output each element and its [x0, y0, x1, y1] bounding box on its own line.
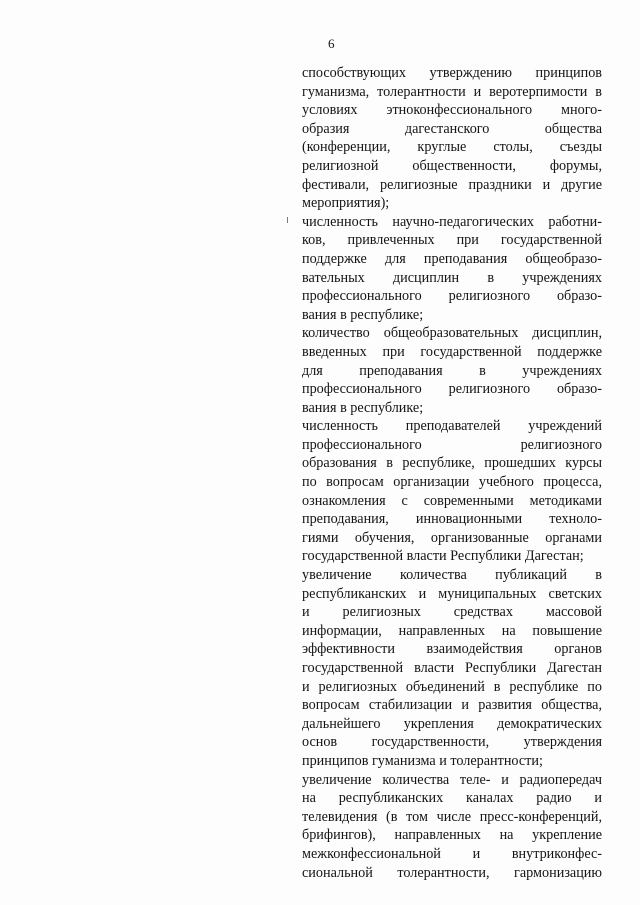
text-line: вательных дисциплин в учреждениях	[302, 269, 602, 286]
page-number: 6	[328, 36, 335, 51]
text-line: увеличение количества теле- и радиопередач	[302, 771, 602, 788]
text-line: основ государственности, утверждения	[302, 734, 602, 751]
text-line: вопросам стабилизации и развития общества,	[302, 697, 602, 714]
text-line: по вопросам организации учебного процесса,	[302, 474, 602, 491]
text-line: принципов гуманизма и толерантности;	[302, 752, 543, 769]
text-line: профессионального религиозного образо-	[302, 381, 602, 398]
text-line: и религиозных объединений в республике по	[302, 678, 602, 695]
text-line: численность научно-педагогических работни-	[302, 213, 602, 230]
text-line: гуманизма, толерантности и веротерпимости в	[302, 83, 602, 100]
text-line: увеличение количества публикаций в	[302, 567, 602, 584]
text-line: профессионального религиозного образо-	[302, 288, 602, 305]
text-line: образования в республике, прошедших курсы	[302, 455, 602, 472]
text-line: профессионального религиозного	[302, 436, 602, 453]
text-line: введенных при государственной поддержке	[302, 343, 602, 360]
text-line: республиканских и муниципальных светских	[302, 585, 602, 602]
text-line: религиозной общественности, форумы,	[302, 157, 602, 174]
text-line: мероприятия);	[302, 195, 390, 212]
text-line: вания в республике;	[302, 399, 424, 416]
text-line: (конференции, круглые столы, съезды	[302, 139, 602, 156]
text-line: вания в республике;	[302, 306, 424, 323]
text-line: и религиозных средствах массовой	[302, 604, 602, 621]
text-line: дальнейшего укрепления демократических	[302, 715, 602, 732]
text-line: фестивали, религиозные праздники и другие	[302, 176, 602, 193]
text-line: способствующих утверждению принципов	[302, 65, 602, 81]
body-text	[302, 64, 602, 882]
text-line: преподавания, инновационными техноло-	[302, 511, 602, 528]
text-line: для преподавания в учреждениях	[302, 362, 602, 379]
text-line: условиях этноконфессионального много-	[302, 102, 602, 119]
text-line: ков, привлеченных при государственной	[302, 232, 602, 249]
text-line: поддержке для преподавания общеобразо-	[302, 250, 602, 267]
text-line: ознакомления с современными методиками	[302, 492, 602, 509]
text-line: информации, направленных на повышение	[302, 622, 602, 639]
text-line: на республиканских каналах радио и	[302, 790, 602, 807]
text-line: гиями обучения, организованные органами	[302, 529, 602, 546]
text-line: количество общеобразовательных дисциплин,	[302, 325, 602, 342]
text-line: телевидения (в том числе пресс-конференций,	[302, 808, 602, 825]
text-line: государственной власти Республики Дагестан;	[302, 548, 584, 565]
text-line: эффективности взаимодействия органов	[302, 641, 602, 658]
text-line: межконфессиональной и внутриконфес-	[302, 845, 602, 862]
text-line: государственной власти Республики Дагестан	[302, 660, 602, 676]
text-line: образия дагестанского общества	[302, 120, 602, 137]
text-line: численность преподавателей учреждений	[302, 418, 602, 435]
text-line: брифингов), направленных на укрепление	[302, 827, 602, 844]
text-line: сиональной толерантности, гармонизацию	[302, 864, 602, 881]
margin-mark	[287, 217, 288, 223]
